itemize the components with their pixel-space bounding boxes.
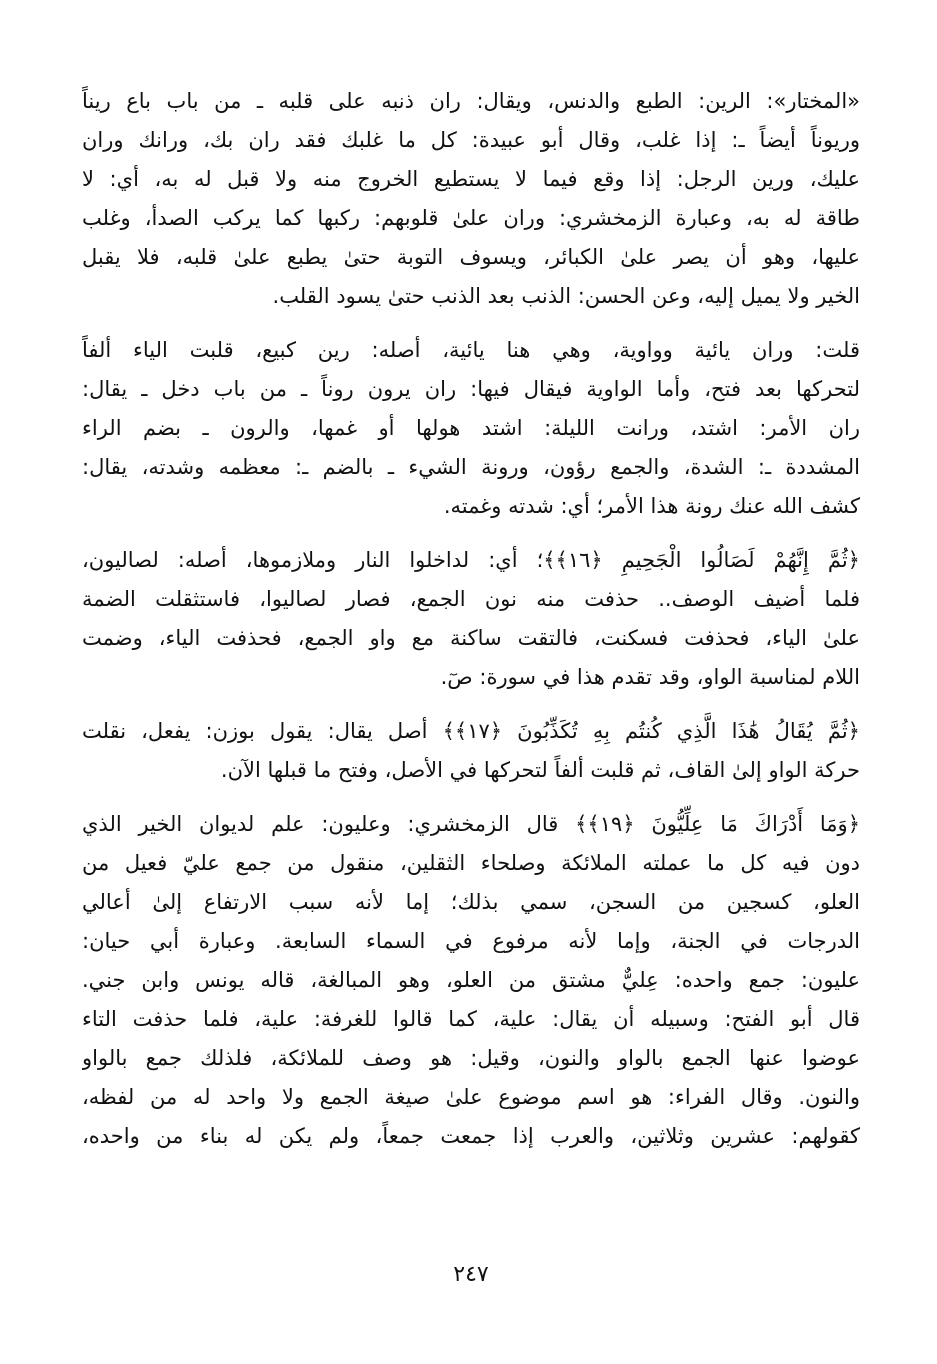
- text-line: لتحركها بعد فتح، وأما الواوية فيقال فيها: ران يرون روناً ـ من باب دخل ـ يقال:: [82, 377, 860, 401]
- text-line: ﴿ثُمَّ يُقَالُ هَٰذَا الَّذِي كُنتُم بِهِ تُكَذِّبُونَ ﴿١٧﴾﴾ أصل يقال: يقول بوزن: يفعل، نقلت: [82, 719, 860, 743]
- text-line: عوضوا عنها الجمع بالواو والنون، وقيل: هو وصف للملائكة، فلذلك جمع بالواو: [82, 1046, 860, 1070]
- page-body: [82, 82, 860, 1322]
- text-line: الدرجات في الجنة، وإما لأنه مرفوع في السماء السابعة. وعبارة أبي حيان:: [82, 929, 860, 953]
- text-line: عليها، وهو أن يصر علىٰ الكبائر، ويسوف التوبة حتىٰ يطبع علىٰ قلبه، فلا يقبل: [82, 245, 860, 269]
- text-line: ران الأمر: اشتد، ورانت الليلة: اشتد هولها أو غمها، والرون ـ بضم الراء: [82, 416, 860, 440]
- text-line: حركة الواو إلىٰ القاف، ثم قلبت ألفاً لتحركها في الأصل، وفتح ما قبلها الآن.: [220, 758, 860, 782]
- paragraph-mukhtar: [82, 82, 860, 316]
- text-line: اللام لمناسبة الواو، وقد تقدم هذا في سورة: صٓ.: [440, 665, 860, 689]
- paragraph-verse-19: [82, 805, 860, 1156]
- text-line: كقولهم: عشرين وثلاثين، والعرب إذا جمعت جمعاً، ولم يكن له بناء من واحده،: [82, 1124, 860, 1148]
- text-line: فلما أضيف الوصف.. حذفت منه نون الجمع، فصار لصاليوا، فاستثقلت الضمة: [82, 587, 860, 611]
- text-line: والنون. وقال الفراء: هو اسم موضوع علىٰ صيغة الجمع ولا واحد له من لفظه،: [82, 1085, 860, 1109]
- page-number: ٢٤٧: [453, 1262, 489, 1287]
- text-line: طاقة له به، وعبارة الزمخشري: وران علىٰ قلوبهم: ركبها كما يركب الصدأ، وغلب: [82, 206, 860, 230]
- text-line: قلت: وران يائية وواوية، وهي هنا يائية، أصله: رين كبيع، قلبت الياء ألفاً: [82, 338, 860, 362]
- text-line: قال أبو الفتح: وسبيله أن يقال: علية، كما قالوا للغرفة: علية، فلما حذفت التاء: [82, 1007, 860, 1031]
- text-line: «المختار»: الرين: الطبع والدنس، ويقال: ران ذنبه على قلبه ـ من باب باع ريناً: [82, 89, 860, 113]
- text-line: المشددة ـ: الشدة، والجمع رؤون، ورونة الشيء ـ بالضم ـ: معظمه وشدته، يقال:: [82, 455, 860, 479]
- text-line: كشف الله عنك رونة هذا الأمر؛ أي: شدته وغمته.: [443, 494, 860, 518]
- text-line: الخير ولا يميل إليه، وعن الحسن: الذنب بعد الذنب حتىٰ يسود القلب.: [272, 284, 860, 308]
- text-line: علىٰ الياء، فحذفت فسكنت، فالتقت ساكنة مع واو الجمع، فحذفت الياء، وضمت: [82, 626, 860, 650]
- text-line: ﴿وَمَا أَدْرَاكَ مَا عِلِّيُّونَ ﴿١٩﴾﴾ قال الزمخشري: وعليون: علم لديوان الخير الذي: [82, 812, 860, 836]
- text-line: عليك، ورين الرجل: إذا وقع فيما لا يستطيع الخروج منه ولا قبل له به، أي: لا: [82, 167, 860, 191]
- text-line: ﴿ثُمَّ إِنَّهُمْ لَصَالُوا الْجَحِيمِ ﴿١٦﴾﴾؛ أي: لداخلوا النار وملازموها، أصله: لصاليون،: [82, 548, 860, 572]
- text-line: دون فيه كل ما عملته الملائكة وصلحاء الثقلين، منقول من جمع عليّ فعيل من: [82, 851, 860, 875]
- text-line: العلو، كسجين من السجن، سمي بذلك؛ إما لأنه سبب الارتفاع إلىٰ أعالي: [82, 890, 860, 914]
- text-line: عليون: جمع واحده: عِليٌّ مشتق من العلو، وهو المبالغة، قاله يونس وابن جني.: [82, 968, 860, 992]
- paragraph-verse-16: [82, 541, 860, 697]
- paragraph-qultu: [82, 331, 860, 526]
- paragraph-verse-17: [82, 712, 860, 790]
- text-line: وريوناً أيضاً ـ: إذا غلب، وقال أبو عبيدة: كل ما غلبك فقد ران بك، ورانك وران: [82, 128, 860, 152]
